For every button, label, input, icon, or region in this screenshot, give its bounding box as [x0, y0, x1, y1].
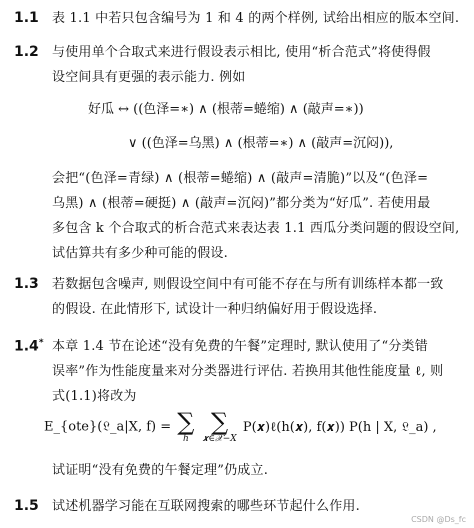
exercise-text: 乌黑) ∧ (根蒂=硬挺) ∧ (敲声=沉闷)”都分类为“好瓜”. 若使用最 [52, 196, 431, 211]
exercise-text: 设空间具有更强的表示能力. 例如 [52, 70, 246, 85]
exercise-text: 多包含 k 个合取式的析合范式来表达表 1.1 西瓜分类问题的假设空间, [52, 221, 460, 236]
exercise-number: 1.5 [14, 498, 39, 514]
exercise-text: 若数据包含噪声, 则假设空间中有可能不存在与所有训练样本都一致 [52, 277, 444, 292]
formula-lhs: E_{ote}(𝔏_a|X, f) = [44, 419, 172, 435]
exercise-text: 本章 1.4 节在论述“没有免费的午餐”定理时, 默认使用了“分类错 [52, 339, 428, 354]
exercise-text: 试述机器学习能在互联网搜索的哪些环节起什么作用. [52, 499, 360, 514]
exercise-text: 误率”作为性能度量来对分类器进行评估. 若换用其他性能度量 ℓ, 则 [52, 364, 444, 379]
exercise-text: 表 1.1 中若只包含编号为 1 和 4 的两个样例, 试给出相应的版本空间. [52, 11, 460, 26]
sum-subscript: 𝒙∈𝒳−X [202, 434, 237, 444]
exercise-number: 1.3 [14, 276, 39, 292]
formula-line-2: ∨ ((色泽=乌黑) ∧ (根蒂=∗) ∧ (敲声=沉闷)), [128, 136, 394, 151]
exercise-text: 试估算共有多少种可能的假设. [52, 246, 228, 261]
sum-over-h: ∑ h [177, 408, 195, 444]
exercise-number: 1.4 [14, 338, 39, 355]
formula-rhs: P(𝒙)ℓ(h(𝒙), f(𝒙)) P(h | X, 𝔏_a) , [242, 420, 437, 435]
exercise-text: 会把“(色泽=青绿) ∧ (根蒂=蜷缩) ∧ (敲声=清脆)”以及“(色泽= [52, 171, 429, 186]
exercise-text: 试证明“没有免费的午餐定理”仍成立. [52, 463, 269, 478]
optional-star: * [38, 338, 44, 348]
sum-subscript: h [182, 434, 189, 444]
watermark: CSDN @Ds_fc [411, 515, 466, 524]
exercise-text: 的假设. 在此情形下, 试设计一种归纳偏好用于假设选择. [52, 302, 378, 317]
exercise-text: 与使用单个合取式来进行假设表示相比, 使用“析合范式”将使得假 [52, 45, 431, 60]
exercise-number: 1.2 [14, 44, 39, 60]
exercise-number-group [14, 338, 44, 355]
exercise-text: 式(1.1)将改为 [52, 389, 137, 404]
nfl-formula [44, 410, 437, 444]
sum-over-x: ∑ 𝒙∈𝒳−X [202, 408, 237, 444]
formula-line-1: 好瓜 ↔ ((色泽=∗) ∧ (根蒂=蜷缩) ∧ (敲声=∗)) [88, 102, 364, 117]
exercise-number: 1.1 [14, 10, 39, 26]
